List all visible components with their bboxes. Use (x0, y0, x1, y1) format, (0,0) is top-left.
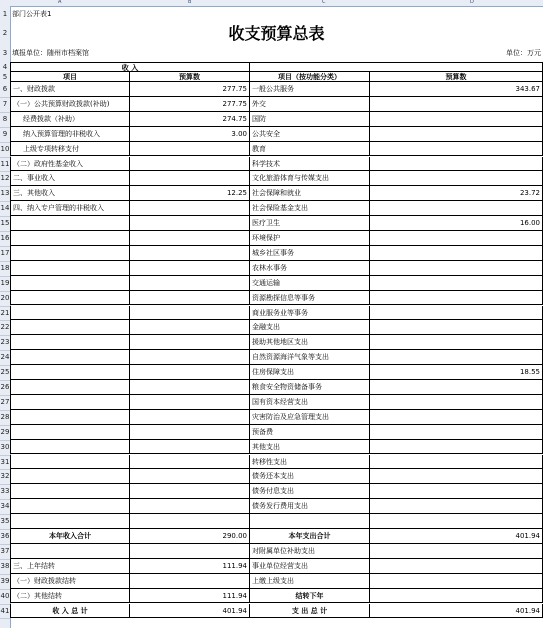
income-budget-cell[interactable] (130, 425, 250, 440)
income-item-cell[interactable] (10, 291, 130, 306)
expense-budget-cell[interactable] (370, 440, 543, 455)
row-number[interactable]: 32 (0, 472, 10, 481)
expense-budget-cell[interactable] (370, 157, 543, 172)
income-budget-cell[interactable] (130, 142, 250, 157)
expense-item-cell[interactable]: 自然资源海洋气象等支出 (250, 350, 370, 365)
expense-budget-cell[interactable] (370, 127, 543, 142)
income-budget-cell[interactable] (130, 246, 250, 261)
row-number[interactable]: 40 (0, 591, 10, 600)
column-header-bar (0, 0, 543, 7)
expense-budget-cell[interactable] (370, 97, 543, 112)
expense-section-header (250, 62, 543, 72)
row-number[interactable]: 19 (0, 278, 10, 287)
expense-item-cell[interactable]: 外交 (250, 97, 370, 112)
income-budget-cell[interactable] (130, 544, 250, 559)
expense-budget-cell[interactable]: 401.94 (370, 529, 543, 544)
income-item-cell[interactable] (10, 335, 130, 350)
income-item-cell[interactable] (10, 514, 130, 529)
expense-item-cell[interactable]: 金融支出 (250, 320, 370, 335)
income-budget-cell[interactable]: 290.00 (130, 529, 250, 544)
row-number[interactable]: 26 (0, 383, 10, 391)
income-budget-cell[interactable]: 401.94 (130, 604, 250, 619)
expense-item-cell[interactable]: 粮食安全物资储备事务 (250, 380, 370, 395)
column-letter-c[interactable]: C (322, 0, 326, 5)
row-number[interactable]: 29 (0, 427, 10, 436)
expense-item-cell[interactable]: 社会保障和就业 (250, 186, 370, 201)
expense-budget-cell[interactable] (370, 544, 543, 559)
income-item-cell[interactable] (10, 216, 130, 231)
expense-budget-cell[interactable]: 343.67 (370, 82, 543, 97)
income-item-cell[interactable]: 上级专项转移支付 (10, 142, 130, 157)
income-budget-header: 预算数 (130, 72, 250, 82)
row-number[interactable]: 7 (2, 99, 8, 108)
expense-budget-cell[interactable] (370, 455, 543, 470)
expense-budget-cell[interactable] (370, 201, 543, 216)
expense-budget-cell[interactable] (370, 171, 543, 186)
row-number[interactable]: 10 (0, 144, 10, 153)
expense-budget-cell[interactable] (370, 559, 543, 574)
income-budget-cell[interactable] (130, 574, 250, 589)
income-budget-cell[interactable] (130, 201, 250, 216)
expense-budget-cell[interactable] (370, 469, 543, 484)
expense-budget-cell[interactable] (370, 425, 543, 440)
row-number[interactable]: 31 (0, 457, 10, 466)
expense-budget-cell[interactable] (370, 335, 543, 350)
expense-budget-cell[interactable] (370, 589, 543, 604)
income-budget-cell[interactable] (130, 514, 250, 529)
income-budget-cell[interactable] (130, 410, 250, 425)
income-item-cell[interactable] (10, 261, 130, 276)
income-item-cell[interactable] (10, 440, 130, 455)
income-budget-cell[interactable]: 12.25 (130, 186, 250, 201)
income-item-cell[interactable] (10, 320, 130, 335)
expense-item-cell[interactable]: 国有资本经营支出 (250, 395, 370, 410)
expense-budget-cell[interactable] (370, 246, 543, 261)
row-number[interactable]: 9 (2, 129, 8, 138)
income-item-cell[interactable] (10, 455, 130, 470)
income-budget-cell[interactable]: 274.75 (130, 112, 250, 127)
row-number[interactable]: 3 (2, 49, 8, 57)
income-item-cell[interactable] (10, 425, 130, 440)
row-divider (0, 618, 10, 619)
income-item-header: 项目 (10, 72, 130, 82)
fill-unit: 填报单位：随州市档案馆 (12, 49, 89, 57)
row-number[interactable]: 14 (0, 204, 10, 213)
expense-item-cell[interactable]: 住房保障支出 (250, 365, 370, 380)
income-budget-cell[interactable]: 3.00 (130, 127, 250, 142)
expense-item-cell[interactable]: 对附属单位补助支出 (250, 544, 370, 559)
income-item-cell[interactable]: 二、事业收入 (10, 171, 130, 186)
page-title: 收支预算总表 (228, 24, 325, 43)
expense-item-cell[interactable]: 科学技术 (250, 157, 370, 172)
income-budget-cell[interactable] (130, 216, 250, 231)
income-budget-cell[interactable] (130, 365, 250, 380)
expense-budget-cell[interactable]: 18.55 (370, 365, 543, 380)
expense-budget-cell[interactable] (370, 231, 543, 246)
income-item-cell[interactable] (10, 231, 130, 246)
expense-item-cell[interactable]: 其他支出 (250, 440, 370, 455)
row-number[interactable]: 18 (0, 263, 10, 272)
expense-budget-cell[interactable] (370, 142, 543, 157)
income-budget-cell[interactable] (130, 455, 250, 470)
expense-budget-cell[interactable] (370, 276, 543, 291)
row-number[interactable]: 25 (0, 368, 10, 377)
unit-label: 单位：万元 (506, 49, 541, 57)
income-item-cell[interactable]: 一、财政拨款 (10, 82, 130, 97)
income-item-cell[interactable] (10, 276, 130, 291)
income-budget-cell[interactable] (130, 499, 250, 514)
expense-item-cell[interactable]: 灾害防治及应急管理支出 (250, 410, 370, 425)
expense-item-cell[interactable]: 援助其他地区支出 (250, 335, 370, 350)
row-number[interactable]: 34 (0, 502, 10, 511)
income-budget-cell[interactable] (130, 350, 250, 365)
column-letter-d[interactable]: D (470, 0, 474, 5)
income-item-cell[interactable] (10, 410, 130, 425)
row-number[interactable]: 36 (0, 532, 10, 540)
table-caption: 部门公开表1 (12, 10, 52, 18)
row-number[interactable]: 37 (0, 546, 10, 555)
expense-item-cell[interactable]: 教育 (250, 142, 370, 157)
row-number[interactable]: 23 (0, 338, 10, 347)
income-item-cell[interactable]: （一）财政拨款结转 (10, 574, 130, 589)
row-number[interactable]: 13 (0, 189, 10, 198)
row-number[interactable]: 27 (0, 397, 10, 406)
expense-budget-cell[interactable] (370, 112, 543, 127)
row-number[interactable]: 15 (0, 219, 10, 228)
income-item-cell[interactable]: 四、纳入专户管理的非税收入 (10, 201, 130, 216)
expense-item-cell[interactable]: 社会保险基金支出 (250, 201, 370, 216)
expense-budget-cell[interactable] (370, 380, 543, 395)
expense-item-cell[interactable]: 事业单位经营支出 (250, 559, 370, 574)
income-item-cell[interactable] (10, 365, 130, 380)
expense-budget-cell[interactable] (370, 514, 543, 529)
expense-item-cell[interactable]: 债务付息支出 (250, 484, 370, 499)
income-budget-cell[interactable] (130, 380, 250, 395)
row-number[interactable]: 16 (0, 234, 10, 242)
column-letter-a[interactable]: A (58, 0, 62, 5)
expense-item-cell[interactable] (250, 514, 370, 529)
expense-item-cell[interactable]: 上缴上级支出 (250, 574, 370, 589)
expense-item-cell[interactable]: 资源勘探信息等事务 (250, 291, 370, 306)
expense-item-cell[interactable]: 债务还本支出 (250, 469, 370, 484)
income-budget-cell[interactable] (130, 440, 250, 455)
expense-budget-cell[interactable] (370, 574, 543, 589)
income-item-cell[interactable] (10, 499, 130, 514)
row-number[interactable]: 1 (2, 10, 8, 18)
income-budget-cell[interactable] (130, 261, 250, 276)
expense-item-cell[interactable]: 医疗卫生 (250, 216, 370, 231)
expense-item-cell[interactable]: 环境保护 (250, 231, 370, 246)
row-number[interactable]: 33 (0, 487, 10, 496)
row-number[interactable]: 11 (0, 159, 10, 168)
income-item-cell[interactable] (10, 544, 130, 559)
expense-item-cell[interactable]: 农林水事务 (250, 261, 370, 276)
expense-budget-header: 预算数 (370, 72, 543, 82)
expense-item-cell[interactable]: 预备费 (250, 425, 370, 440)
expense-item-cell[interactable]: 商业服务业等事务 (250, 306, 370, 321)
income-item-cell[interactable]: （二）其他结转 (10, 589, 130, 604)
income-item-cell[interactable] (10, 350, 130, 365)
row-number[interactable]: 39 (0, 576, 10, 585)
expense-item-cell[interactable]: 本年支出合计 (250, 529, 370, 544)
income-budget-cell[interactable]: 277.75 (130, 82, 250, 97)
income-budget-cell[interactable] (130, 231, 250, 246)
row-number[interactable]: 12 (0, 174, 10, 183)
row-number[interactable]: 21 (0, 308, 10, 317)
expense-item-cell[interactable]: 公共安全 (250, 127, 370, 142)
expense-budget-cell[interactable] (370, 484, 543, 499)
income-item-cell[interactable]: （二）政府性基金收入 (10, 157, 130, 172)
income-item-cell[interactable] (10, 380, 130, 395)
row-number[interactable]: 20 (0, 293, 10, 302)
expense-item-cell[interactable]: 城乡社区事务 (250, 246, 370, 261)
income-item-cell[interactable] (10, 306, 130, 321)
expense-item-cell[interactable]: 交通运输 (250, 276, 370, 291)
column-letter-b[interactable]: B (188, 0, 192, 5)
income-budget-cell[interactable] (130, 291, 250, 306)
row-number[interactable]: 6 (2, 85, 8, 93)
income-budget-cell[interactable] (130, 157, 250, 172)
expense-budget-cell[interactable] (370, 395, 543, 410)
income-item-cell[interactable]: 本年收入合计 (10, 529, 130, 544)
row-number[interactable]: 35 (0, 517, 10, 526)
income-budget-cell[interactable] (130, 171, 250, 186)
income-item-cell[interactable]: 收 入 总 计 (10, 604, 130, 619)
row-number[interactable]: 8 (2, 114, 8, 123)
row-number[interactable]: 41 (0, 606, 10, 615)
expense-budget-cell[interactable]: 401.94 (370, 604, 543, 619)
expense-budget-cell[interactable] (370, 306, 543, 321)
income-section-header: 收 入 (10, 62, 250, 72)
expense-budget-cell[interactable] (370, 410, 543, 425)
income-budget-cell[interactable]: 111.94 (130, 559, 250, 574)
row-number[interactable]: 4 (2, 63, 8, 71)
income-budget-cell[interactable]: 277.75 (130, 97, 250, 112)
row-number[interactable]: 22 (0, 323, 10, 332)
expense-item-cell[interactable]: 债务发行费用支出 (250, 499, 370, 514)
income-budget-cell[interactable] (130, 469, 250, 484)
income-item-cell[interactable]: 三、其他收入 (10, 186, 130, 201)
income-item-cell[interactable] (10, 246, 130, 261)
income-item-cell[interactable]: 三、上年结转 (10, 559, 130, 574)
row-number[interactable]: 38 (0, 561, 10, 570)
income-budget-cell[interactable] (130, 395, 250, 410)
expense-budget-cell[interactable]: 23.72 (370, 186, 543, 201)
expense-budget-cell[interactable] (370, 261, 543, 276)
expense-item-header: 项目（按功能分类） (250, 72, 370, 82)
expense-budget-cell[interactable]: 16.00 (370, 216, 543, 231)
income-item-cell[interactable] (10, 469, 130, 484)
income-item-cell[interactable]: 纳入预算管理的非税收入 (10, 127, 130, 142)
expense-item-cell[interactable]: 一般公共服务 (250, 82, 370, 97)
expense-item-cell[interactable]: 文化旅游体育与传媒支出 (250, 171, 370, 186)
expense-item-cell[interactable]: 转移性支出 (250, 455, 370, 470)
expense-budget-cell[interactable] (370, 350, 543, 365)
income-item-cell[interactable] (10, 484, 130, 499)
expense-item-cell[interactable]: 结转下年 (250, 589, 370, 604)
row-number[interactable]: 30 (0, 442, 10, 451)
income-item-cell[interactable]: 经费拨款（补助） (10, 112, 130, 127)
row-number[interactable]: 28 (0, 412, 10, 421)
income-budget-cell[interactable] (130, 320, 250, 335)
row-number[interactable]: 2 (2, 29, 8, 37)
expense-item-cell[interactable]: 国防 (250, 112, 370, 127)
income-item-cell[interactable]: （一）公共预算财政拨款(补助) (10, 97, 130, 112)
expense-item-cell[interactable]: 支 出 总 计 (250, 604, 370, 619)
expense-budget-cell[interactable] (370, 291, 543, 306)
expense-budget-cell[interactable] (370, 320, 543, 335)
row-number[interactable]: 5 (2, 73, 8, 81)
income-budget-cell[interactable] (130, 276, 250, 291)
income-item-cell[interactable] (10, 395, 130, 410)
expense-budget-cell[interactable] (370, 499, 543, 514)
row-number[interactable]: 24 (0, 353, 10, 362)
income-budget-cell[interactable] (130, 335, 250, 350)
income-budget-cell[interactable] (130, 484, 250, 499)
income-budget-cell[interactable] (130, 306, 250, 321)
row-number[interactable]: 17 (0, 248, 10, 257)
income-budget-cell[interactable]: 111.94 (130, 589, 250, 604)
